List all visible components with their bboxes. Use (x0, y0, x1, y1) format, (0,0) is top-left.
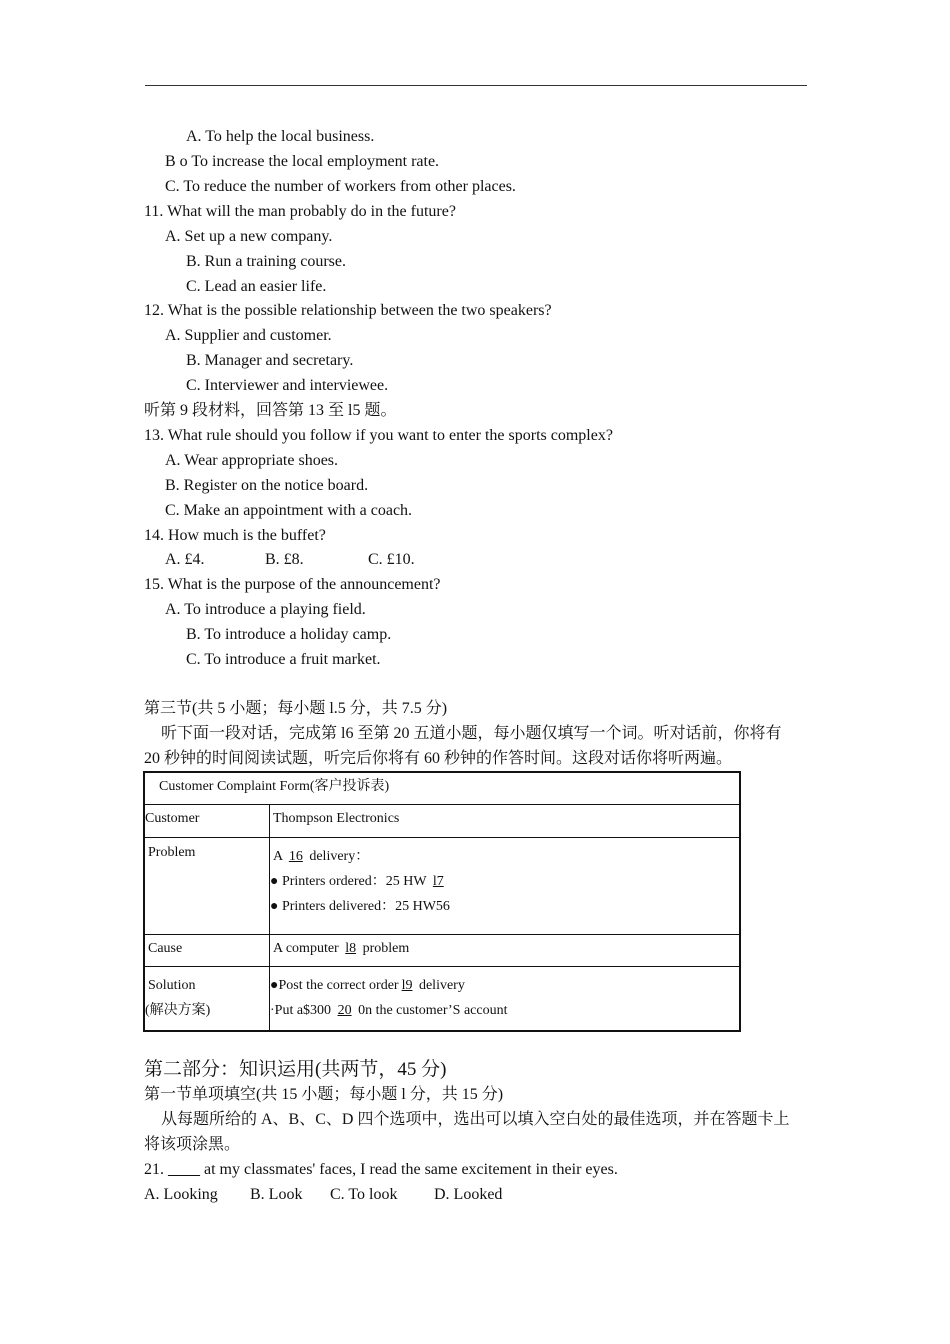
part2-instruction-line1: 从每题所给的 A、B、C、D 四个选项中，选出可以填入空白处的最佳选项，并在答题卡上 (161, 1111, 790, 1128)
q15-question: 15. What is the purpose of the announcement? (144, 576, 441, 593)
q21-stem: at my classmates' faces, I read the same excitement in their eyes. (204, 1161, 618, 1178)
q15-option-b: B. To introduce a holiday camp. (186, 626, 392, 643)
problem-line-2 (270, 869, 736, 894)
q12-question: 12. What is the possible relationship between the two speakers? (144, 302, 552, 319)
solution-label-cell (144, 966, 270, 1031)
q15-option-c: C. To introduce a fruit market. (186, 651, 381, 668)
solution-line-2 (270, 998, 736, 1023)
q11-option-b: B. Run a training course. (186, 253, 346, 270)
problem-line-1-text: A (273, 848, 283, 864)
form-title: Customer Complaint Form(客户投诉表) (159, 779, 390, 794)
problem-line-2-text: ● Printers ordered：25 HW (270, 873, 427, 889)
q21-option-c: C. To look (330, 1186, 398, 1203)
blank-18: l8 (345, 940, 357, 956)
solution-value-cell (270, 966, 741, 1031)
blank-16: 16 (288, 848, 303, 864)
solution-line-2-text: ·Put a$300 (270, 1002, 332, 1018)
q13-option-b: B. Register on the notice board. (165, 477, 369, 494)
problem-label: Problem (148, 844, 196, 860)
q12-option-a: A. Supplier and customer. (165, 327, 332, 344)
q21-option-a: A. Looking (144, 1186, 218, 1203)
solution-line-1-suffix: delivery (418, 977, 465, 993)
part2-section1-title: 第一节单项填空(共 15 小题；每小题 l 分，共 15 分) (144, 1086, 504, 1103)
cause-line (270, 935, 739, 962)
q10-option-c: C. To reduce the number of workers from other places. (165, 178, 516, 195)
section3-title: 第三节(共 5 小题；每小题 l.5 分，共 7.5 分) (144, 700, 448, 717)
q14-option-c: C. £10. (368, 551, 415, 568)
solution-label-cn: (解决方案) (145, 1002, 211, 1018)
solution-line-1 (270, 973, 736, 998)
q13-question: 13. What rule should you follow if you want to enter the sports complex? (144, 427, 613, 444)
blank-17: l7 (432, 873, 444, 889)
part2-title: 第二部分：知识运用(共两节，45 分) (144, 1059, 447, 1080)
cause-label-cell (144, 934, 270, 966)
q11-question: 11. What will the man probably do in the future? (144, 203, 456, 220)
problem-label-cell (144, 837, 270, 934)
problem-line-3: ● Printers delivered：25 HW56 (270, 898, 450, 914)
problem-line-1 (273, 844, 736, 869)
cause-value-cell (270, 934, 741, 966)
solution-line-1-text: ●Post the correct order (270, 977, 399, 993)
q13-option-c: C. Make an appointment with a coach. (165, 502, 413, 519)
q12-option-b: B. Manager and secretary. (186, 352, 354, 369)
q21-option-b: B. Look (250, 1186, 303, 1203)
header-rule (145, 85, 807, 86)
solution-label: Solution (148, 977, 196, 993)
q10-option-b: B o To increase the local employment rate. (165, 153, 440, 170)
q12-option-c: C. Interviewer and interviewee. (186, 377, 389, 394)
customer-label: Customer (145, 810, 200, 826)
problem-line-1-suffix: delivery： (309, 848, 370, 864)
complaint-form-table (143, 771, 741, 1032)
form-title-cell (144, 772, 740, 804)
q21-question (144, 1160, 618, 1180)
q14-option-b: B. £8. (265, 551, 304, 568)
q15-option-a: A. To introduce a playing field. (165, 601, 366, 618)
q11-option-c: C. Lead an easier life. (186, 278, 327, 295)
section3-instruction-line2: 20 秒钟的时间阅读试题，听完后你将有 60 秒钟的作答时间。这段对话你将听两遍。 (144, 750, 733, 767)
part2-instruction-line2: 将该项涂黑。 (144, 1136, 241, 1153)
blank-20: 20 (337, 1002, 352, 1018)
q10-option-a: A. To help the local business. (186, 128, 375, 145)
q21-option-d: D. Looked (434, 1186, 503, 1203)
customer-label-cell (144, 804, 270, 837)
passage9-instruction: 听第 9 段材料，回答第 13 至 l5 题。 (144, 402, 397, 419)
solution-line-2-suffix: 0n the customer’S account (358, 1002, 508, 1018)
customer-value-cell (270, 804, 741, 837)
blank-19: l9 (401, 977, 413, 993)
cause-text: A computer (273, 940, 339, 956)
cause-suffix: problem (362, 940, 410, 956)
q11-option-a: A. Set up a new company. (165, 228, 333, 245)
q14-question: 14. How much is the buffet? (144, 527, 326, 544)
section3-instruction-line1: 听下面一段对话，完成第 l6 至第 20 五道小题，每小题仅填写一个词。听对话前，你将有 (161, 725, 782, 742)
q21-blank: ____ (168, 1161, 200, 1178)
q21-number: 21. (144, 1161, 164, 1178)
q13-option-a: A. Wear appropriate shoes. (165, 452, 339, 469)
problem-value-cell (270, 837, 741, 934)
q14-option-a: A. £4. (165, 551, 205, 568)
cause-label: Cause (148, 940, 183, 956)
customer-value: Thompson Electronics (273, 810, 400, 826)
